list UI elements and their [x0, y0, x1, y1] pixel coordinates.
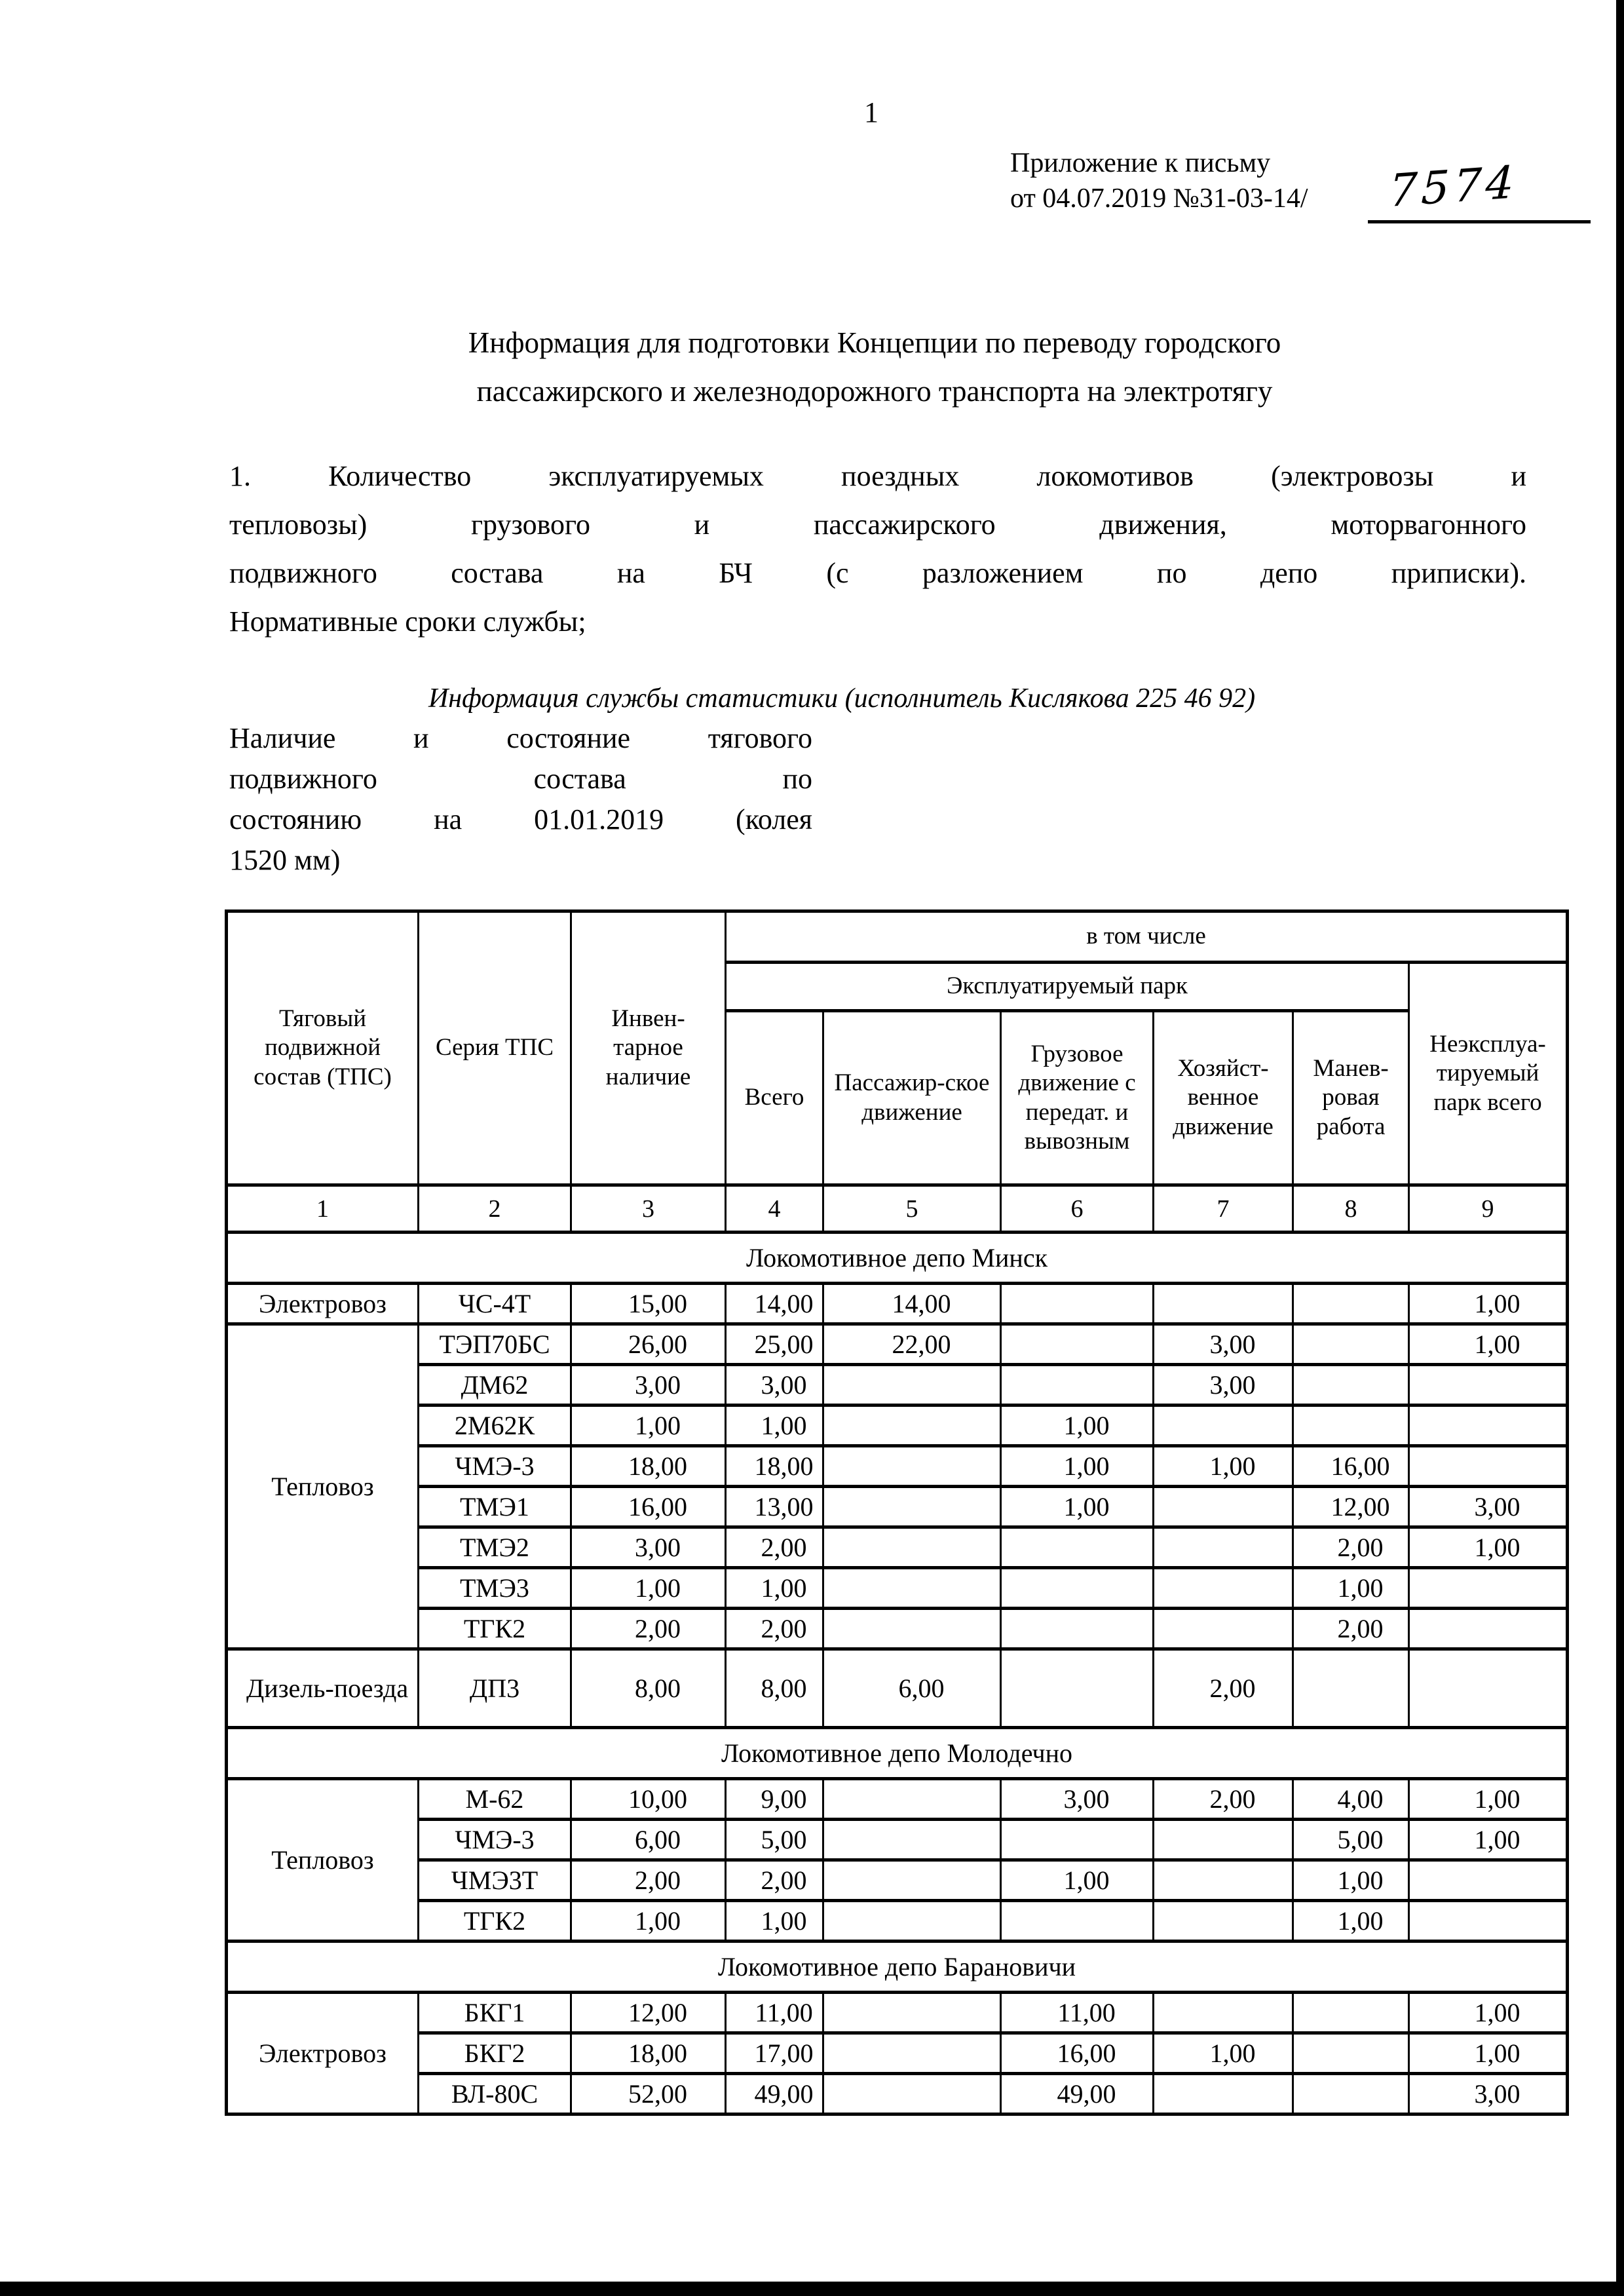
value-cell: 1,00	[1409, 2033, 1568, 2074]
value-cell	[1409, 1446, 1568, 1487]
value-cell: 1,00	[1154, 2033, 1293, 2074]
value-cell: 1,00	[726, 1406, 823, 1446]
statistics-service-note: Информация службы статистики (исполнитель Кислякова 225 46 92)	[428, 683, 1256, 714]
paragraph-1-line-3: подвижного состава на БЧ (с разложением по депо приписки).	[229, 557, 1526, 589]
value-cell	[823, 2033, 1001, 2074]
col-header-freight: Грузовое движение с передат. и вывозным	[1001, 1011, 1154, 1185]
value-cell	[1293, 1649, 1409, 1728]
series-cell: ВЛ-80С	[419, 2074, 571, 2114]
value-cell: 18,00	[726, 1446, 823, 1487]
value-cell: 16,00	[1293, 1446, 1409, 1487]
value-cell	[1293, 2074, 1409, 2114]
value-cell: 14,00	[726, 1284, 823, 1324]
depot-section-row	[227, 1728, 1568, 1779]
column-number: 2	[419, 1185, 571, 1233]
table-row	[227, 1284, 1568, 1324]
series-cell: ДМ62	[419, 1365, 571, 1406]
column-number: 5	[823, 1185, 1001, 1233]
series-cell: ЧМЭ-3	[419, 1446, 571, 1487]
col-header-including: в том числе	[726, 911, 1568, 963]
value-cell: 2,00	[571, 1609, 726, 1649]
column-number: 7	[1154, 1185, 1293, 1233]
letter-reference-line-1: Приложение к письму	[1010, 148, 1271, 178]
value-cell: 12,00	[1293, 1487, 1409, 1527]
value-cell: 1,00	[1001, 1487, 1154, 1527]
table-row	[227, 1779, 1568, 1820]
value-cell: 2,00	[726, 1860, 823, 1901]
value-cell	[1409, 1568, 1568, 1609]
value-cell	[1001, 1820, 1154, 1860]
value-cell	[1001, 1324, 1154, 1365]
value-cell: 1,00	[726, 1568, 823, 1609]
value-cell: 2,00	[726, 1609, 823, 1649]
value-cell: 1,00	[1293, 1901, 1409, 1942]
value-cell: 11,00	[1001, 1993, 1154, 2033]
value-cell	[1409, 1609, 1568, 1649]
col-header-not-operated: Неэксплуа-тируемый парк всего	[1409, 963, 1568, 1185]
series-cell: ТМЭ3	[419, 1568, 571, 1609]
depot-section-title: Локомотивное депо Минск	[227, 1233, 1568, 1284]
table-row	[227, 2074, 1568, 2114]
value-cell	[1409, 1649, 1568, 1728]
value-cell	[823, 1365, 1001, 1406]
paragraph-1-line-4: Нормативные сроки службы;	[229, 605, 586, 638]
series-cell: ДП3	[419, 1649, 571, 1728]
value-cell	[823, 1487, 1001, 1527]
value-cell: 22,00	[823, 1324, 1001, 1365]
depot-section-row	[227, 1233, 1568, 1284]
scan-artifact-bottom-edge	[0, 2282, 1624, 2296]
table-row	[227, 1609, 1568, 1649]
tps-group-cell: Электровоз	[227, 1284, 419, 1324]
value-cell	[1154, 2074, 1293, 2114]
series-cell: ТГК2	[419, 1901, 571, 1942]
value-cell: 18,00	[571, 2033, 726, 2074]
value-cell	[823, 2074, 1001, 2114]
table-subtitle-line-4: 1520 мм)	[229, 844, 341, 876]
value-cell	[1293, 1993, 1409, 2033]
column-number: 1	[227, 1185, 419, 1233]
table-body	[227, 1233, 1568, 2114]
value-cell: 1,00	[726, 1901, 823, 1942]
value-cell	[1001, 1901, 1154, 1942]
value-cell	[823, 1568, 1001, 1609]
value-cell: 3,00	[1154, 1365, 1293, 1406]
series-cell: М-62	[419, 1779, 571, 1820]
column-number: 9	[1409, 1185, 1568, 1233]
value-cell	[1001, 1527, 1154, 1568]
value-cell: 1,00	[1409, 1820, 1568, 1860]
value-cell	[1154, 1901, 1293, 1942]
series-cell: ЧМЭ-3	[419, 1820, 571, 1860]
value-cell: 49,00	[726, 2074, 823, 2114]
col-header-passenger: Пассажир-ское движение	[823, 1011, 1001, 1185]
value-cell: 14,00	[823, 1284, 1001, 1324]
tps-group-cell: Дизель-поезда	[227, 1649, 419, 1728]
value-cell: 52,00	[571, 2074, 726, 2114]
value-cell: 1,00	[1293, 1860, 1409, 1901]
series-cell: 2М62К	[419, 1406, 571, 1446]
value-cell	[1154, 1993, 1293, 2033]
document-title-line-1: Информация для подготовки Концепции по переводу городского	[468, 326, 1281, 359]
value-cell	[1293, 1406, 1409, 1446]
value-cell: 16,00	[1001, 2033, 1154, 2074]
handwritten-number-underline	[1368, 220, 1591, 223]
value-cell: 10,00	[571, 1779, 726, 1820]
table-row	[227, 1527, 1568, 1568]
series-cell: ТЭП70БС	[419, 1324, 571, 1365]
value-cell	[1293, 1284, 1409, 1324]
table-row	[227, 1993, 1568, 2033]
column-number: 8	[1293, 1185, 1409, 1233]
series-cell: ЧС-4Т	[419, 1284, 571, 1324]
table-row	[227, 1324, 1568, 1365]
depot-section-row	[227, 1942, 1568, 1993]
value-cell: 5,00	[726, 1820, 823, 1860]
column-numbers-row	[227, 1185, 1568, 1233]
value-cell	[1001, 1568, 1154, 1609]
value-cell: 1,00	[571, 1568, 726, 1609]
table-row	[227, 1649, 1568, 1728]
value-cell: 12,00	[571, 1993, 726, 2033]
column-number: 4	[726, 1185, 823, 1233]
letter-reference	[1010, 145, 1308, 216]
value-cell: 18,00	[571, 1446, 726, 1487]
paragraph-1-line-1: 1. Количество эксплуатируемых поездных локомотивов (электровозы и	[229, 460, 1526, 492]
value-cell: 2,00	[1293, 1527, 1409, 1568]
document-title	[223, 318, 1526, 415]
table-subtitle-line-2: подвижного состава по	[229, 763, 812, 795]
value-cell	[1001, 1649, 1154, 1728]
tps-group-cell: Электровоз	[227, 1993, 419, 2114]
series-cell: ЧМЭ3Т	[419, 1860, 571, 1901]
value-cell	[1154, 1568, 1293, 1609]
value-cell	[823, 1779, 1001, 1820]
value-cell: 2,00	[1293, 1609, 1409, 1649]
value-cell: 1,00	[1001, 1446, 1154, 1487]
series-cell: ТМЭ1	[419, 1487, 571, 1527]
value-cell	[1154, 1527, 1293, 1568]
value-cell: 3,00	[1409, 2074, 1568, 2114]
value-cell: 2,00	[1154, 1649, 1293, 1728]
value-cell	[823, 1993, 1001, 2033]
value-cell: 1,00	[571, 1901, 726, 1942]
value-cell	[823, 1820, 1001, 1860]
value-cell: 6,00	[823, 1649, 1001, 1728]
table-subtitle-line-1: Наличие и состояние тягового	[229, 722, 812, 754]
value-cell	[1154, 1860, 1293, 1901]
table-row	[227, 1446, 1568, 1487]
value-cell: 11,00	[726, 1993, 823, 2033]
handwritten-letter-number: 7574	[1388, 156, 1519, 218]
value-cell	[1293, 1365, 1409, 1406]
paragraph-1	[229, 452, 1526, 646]
value-cell	[1293, 2033, 1409, 2074]
value-cell: 9,00	[726, 1779, 823, 1820]
table-row	[227, 1901, 1568, 1942]
col-header-tps: Тяговый подвижной состав (ТПС)	[227, 911, 419, 1185]
series-cell: БКГ1	[419, 1993, 571, 2033]
value-cell: 49,00	[1001, 2074, 1154, 2114]
value-cell: 3,00	[571, 1365, 726, 1406]
paragraph-1-line-2: тепловозы) грузового и пассажирского движения, моторвагонного	[229, 508, 1526, 541]
column-number: 3	[571, 1185, 726, 1233]
col-header-household: Хозяйст-венное движение	[1154, 1011, 1293, 1185]
value-cell	[1154, 1406, 1293, 1446]
value-cell: 2,00	[571, 1860, 726, 1901]
col-header-shunting: Манев-ровая работа	[1293, 1011, 1409, 1185]
value-cell: 1,00	[1001, 1860, 1154, 1901]
table-row	[227, 1568, 1568, 1609]
value-cell: 3,00	[726, 1365, 823, 1406]
value-cell: 1,00	[1409, 1527, 1568, 1568]
series-cell: ТМЭ2	[419, 1527, 571, 1568]
value-cell: 13,00	[726, 1487, 823, 1527]
value-cell	[823, 1609, 1001, 1649]
value-cell	[823, 1860, 1001, 1901]
series-cell: БКГ2	[419, 2033, 571, 2074]
value-cell: 6,00	[571, 1820, 726, 1860]
tps-group-cell: Тепловоз	[227, 1324, 419, 1649]
value-cell	[1154, 1487, 1293, 1527]
value-cell: 3,00	[1154, 1324, 1293, 1365]
value-cell	[823, 1527, 1001, 1568]
document-title-line-2: пассажирского и железнодорожного транспорта на электротягу	[476, 375, 1273, 408]
value-cell	[823, 1901, 1001, 1942]
value-cell: 3,00	[1409, 1487, 1568, 1527]
value-cell	[823, 1406, 1001, 1446]
value-cell: 1,00	[1293, 1568, 1409, 1609]
value-cell	[1409, 1860, 1568, 1901]
value-cell	[1409, 1365, 1568, 1406]
value-cell: 17,00	[726, 2033, 823, 2074]
value-cell	[823, 1446, 1001, 1487]
value-cell	[1001, 1284, 1154, 1324]
value-cell	[1409, 1901, 1568, 1942]
letter-reference-line-2: от 04.07.2019 №31-03-14/	[1010, 183, 1308, 214]
column-number: 6	[1001, 1185, 1154, 1233]
value-cell: 8,00	[726, 1649, 823, 1728]
col-header-inventory: Инвен-тарное наличие	[571, 911, 726, 1185]
depot-section-title: Локомотивное депо Молодечно	[227, 1728, 1568, 1779]
value-cell: 1,00	[1154, 1446, 1293, 1487]
value-cell: 26,00	[571, 1324, 726, 1365]
value-cell: 2,00	[1154, 1779, 1293, 1820]
value-cell: 3,00	[571, 1527, 726, 1568]
table-row	[227, 1365, 1568, 1406]
scan-artifact-right-edge	[1616, 0, 1624, 2296]
table-row	[227, 1406, 1568, 1446]
value-cell: 1,00	[1409, 1993, 1568, 2033]
value-cell	[1409, 1406, 1568, 1446]
table-row	[227, 2033, 1568, 2074]
value-cell	[1001, 1365, 1154, 1406]
value-cell: 1,00	[1409, 1324, 1568, 1365]
value-cell: 1,00	[1409, 1779, 1568, 1820]
value-cell	[1154, 1284, 1293, 1324]
value-cell: 1,00	[571, 1406, 726, 1446]
value-cell: 15,00	[571, 1284, 726, 1324]
value-cell: 5,00	[1293, 1820, 1409, 1860]
value-cell	[1154, 1820, 1293, 1860]
table-subtitle-line-3: состоянию на 01.01.2019 (колея	[229, 803, 812, 835]
col-header-series: Серия ТПС	[419, 911, 571, 1185]
depot-section-title: Локомотивное депо Барановичи	[227, 1942, 1568, 1993]
col-header-operated-park: Эксплуатируемый парк	[726, 963, 1409, 1011]
value-cell: 1,00	[1409, 1284, 1568, 1324]
table-row	[227, 1860, 1568, 1901]
page-number: 1	[864, 96, 878, 128]
value-cell: 1,00	[1001, 1406, 1154, 1446]
value-cell	[1293, 1324, 1409, 1365]
rolling-stock-table	[225, 909, 1569, 2116]
table-row	[227, 1487, 1568, 1527]
tps-group-cell: Тепловоз	[227, 1779, 419, 1942]
col-header-total: Всего	[726, 1011, 823, 1185]
value-cell: 4,00	[1293, 1779, 1409, 1820]
value-cell: 16,00	[571, 1487, 726, 1527]
table-row	[227, 1820, 1568, 1860]
series-cell: ТГК2	[419, 1609, 571, 1649]
table-subtitle	[229, 718, 812, 881]
value-cell: 8,00	[571, 1649, 726, 1728]
value-cell: 2,00	[726, 1527, 823, 1568]
value-cell: 3,00	[1001, 1779, 1154, 1820]
value-cell	[1154, 1609, 1293, 1649]
value-cell	[1001, 1609, 1154, 1649]
value-cell: 25,00	[726, 1324, 823, 1365]
